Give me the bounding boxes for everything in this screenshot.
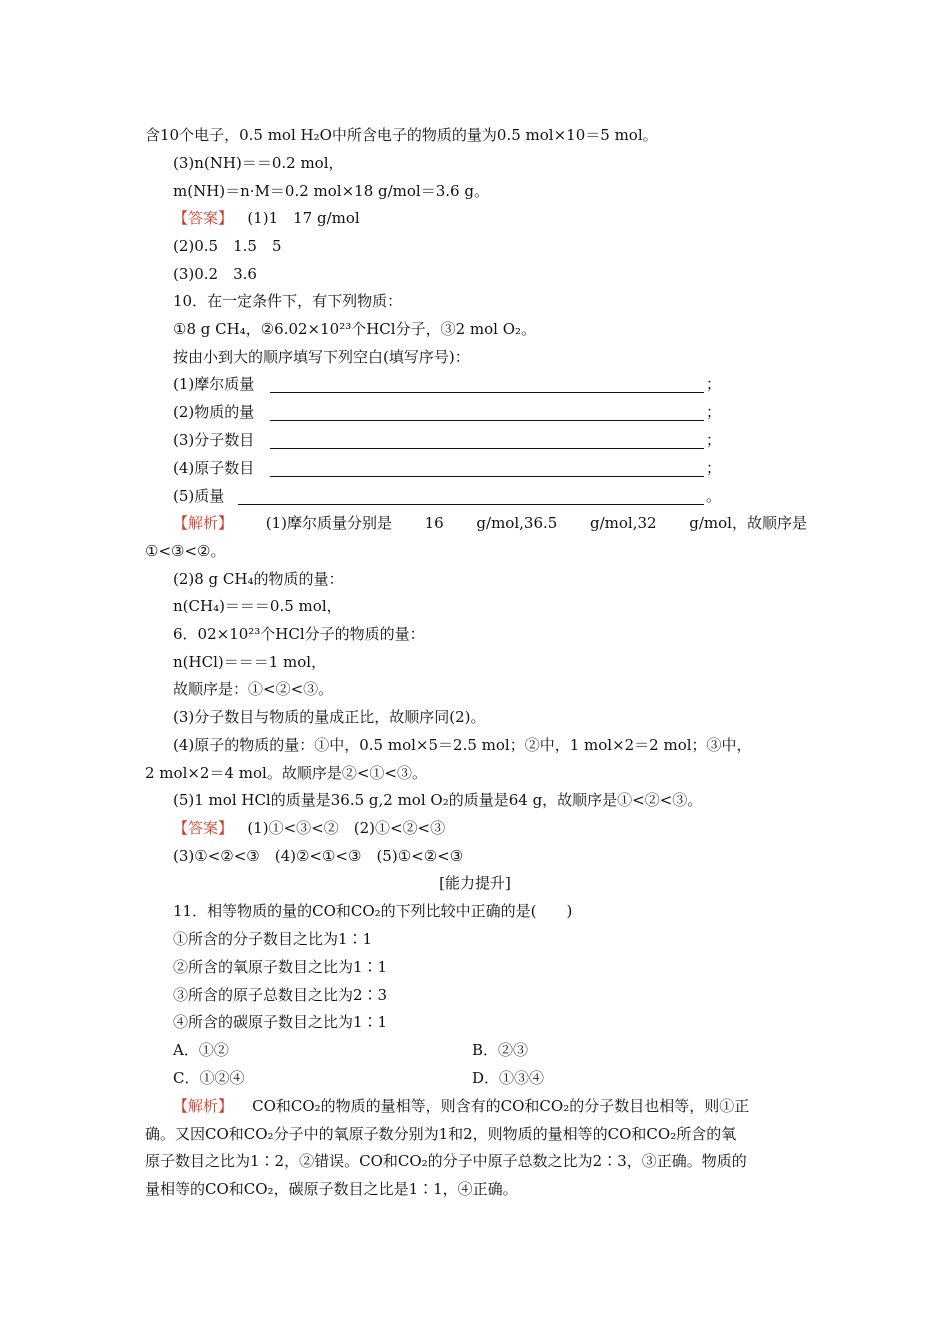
analysis-tag: 【解析】	[173, 514, 234, 532]
text-line: (3)分子数目与物质的量成正比，故顺序同(2)。	[173, 708, 486, 726]
fill-label: (4)原子数目	[173, 459, 255, 477]
text-line: ①8 g CH₄，②6.02×10²³个HCl分子，③2 mol O₂。	[173, 320, 537, 338]
text-line: 按由小到大的顺序填写下列空白(填写序号)：	[173, 348, 470, 366]
analysis-text: g/mol,32	[589, 514, 657, 532]
text-line: (3)n(NH)＝＝0.2 mol，	[173, 154, 344, 172]
option-d: D．①③④	[472, 1069, 545, 1087]
text-line: (3)0.2 3.6	[173, 265, 257, 283]
text-line: (4)原子的物质的量：①中，0.5 mol×5＝2.5 mol；②中，1 mol×2＝2 mol；③中，	[173, 736, 752, 754]
text-line: (2)0.5 1.5 5	[173, 237, 282, 255]
fill-blank-line	[238, 504, 704, 505]
text-line: 2 mol×2＝4 mol。故顺序是②<①<③。	[145, 764, 427, 782]
fill-end-mark: ；	[706, 431, 722, 449]
fill-label: (5)质量	[173, 487, 225, 505]
text-line: 6．02×10²³个HCl分子的物质的量：	[173, 625, 425, 643]
analysis-line	[173, 1096, 749, 1116]
text-line: 确。又因CO和CO₂分子中的氧原子数分别为1和2，则物质的量相等的CO和CO₂所含的氧	[145, 1125, 737, 1143]
answer-text: (1)①<③<② (2)①<②<③	[247, 819, 446, 837]
text-line: 含10个电子，0.5 mol H₂O中所含电子的物质的量为0.5 mol×10＝5 mol。	[145, 126, 658, 144]
fill-blank-line	[270, 448, 704, 449]
analysis-line	[173, 513, 807, 533]
answer-tag: 【答案】	[173, 209, 234, 227]
text-line: 故顺序是：①<②<③。	[173, 680, 334, 698]
statement-item: ③所含的原子总数目之比为2∶3	[173, 986, 388, 1004]
statement-item: ②所含的氧原子数目之比为1∶1	[173, 958, 388, 976]
analysis-text: 16	[424, 514, 444, 532]
fill-blank-line	[270, 476, 704, 477]
option-a: A．①②	[173, 1041, 229, 1059]
analysis-text: g/mol，故顺序是	[689, 514, 807, 532]
fill-end-mark: ；	[706, 375, 722, 393]
section-heading: [能力提升]	[439, 874, 511, 892]
answer-line	[173, 208, 360, 228]
text-line: ①<③<②。	[145, 542, 226, 560]
text-line: 量相等的CO和CO₂，碳原子数目之比是1∶1，④正确。	[145, 1180, 518, 1198]
analysis-text: (1)摩尔质量分别是	[265, 514, 392, 532]
statement-item: ④所含的碳原子数目之比为1∶1	[173, 1013, 388, 1031]
fill-end-mark: 。	[706, 487, 722, 505]
question-title: 11．相等物质的量的CO和CO₂的下列比较中正确的是( )	[173, 902, 573, 920]
fill-end-mark: ；	[706, 459, 722, 477]
fill-label: (3)分子数目	[173, 431, 255, 449]
fill-label: (1)摩尔质量	[173, 375, 255, 393]
fill-end-mark: ；	[706, 403, 722, 421]
analysis-text: CO和CO₂的物质的量相等，则含有的CO和CO₂的分子数目也相等，则①正	[252, 1097, 750, 1115]
statement-item: ①所含的分子数目之比为1∶1	[173, 930, 373, 948]
fill-label: (2)物质的量	[173, 403, 255, 421]
text-line: (3)①<②<③ (4)②<①<③ (5)①<②<③	[173, 847, 464, 865]
answer-line	[173, 818, 445, 838]
fill-blank-line	[270, 392, 704, 393]
text-line: m(NH)＝n·M＝0.2 mol×18 g/mol＝3.6 g。	[173, 182, 489, 200]
option-c: C．①②④	[173, 1069, 245, 1087]
text-line: (5)1 mol HCl的质量是36.5 g,2 mol O₂的质量是64 g，故顺序是①<②<③。	[173, 791, 703, 809]
question-title: 10．在一定条件下，有下列物质：	[173, 292, 403, 310]
text-line: n(CH₄)＝＝＝0.5 mol，	[173, 597, 342, 615]
text-line: 原子数目之比为1∶2，②错误。CO和CO₂的分子中原子总数之比为2∶3，③正确。物质的	[145, 1152, 747, 1170]
text-line: n(HCl)＝＝＝1 mol，	[173, 653, 327, 671]
analysis-text: g/mol,36.5	[476, 514, 558, 532]
answer-text: (1)1 17 g/mol	[247, 209, 360, 227]
answer-tag: 【答案】	[173, 819, 234, 837]
option-b: B．②③	[472, 1041, 529, 1059]
fill-blank-line	[270, 420, 704, 421]
analysis-tag: 【解析】	[173, 1097, 234, 1115]
text-line: (2)8 g CH₄的物质的量：	[173, 570, 344, 588]
